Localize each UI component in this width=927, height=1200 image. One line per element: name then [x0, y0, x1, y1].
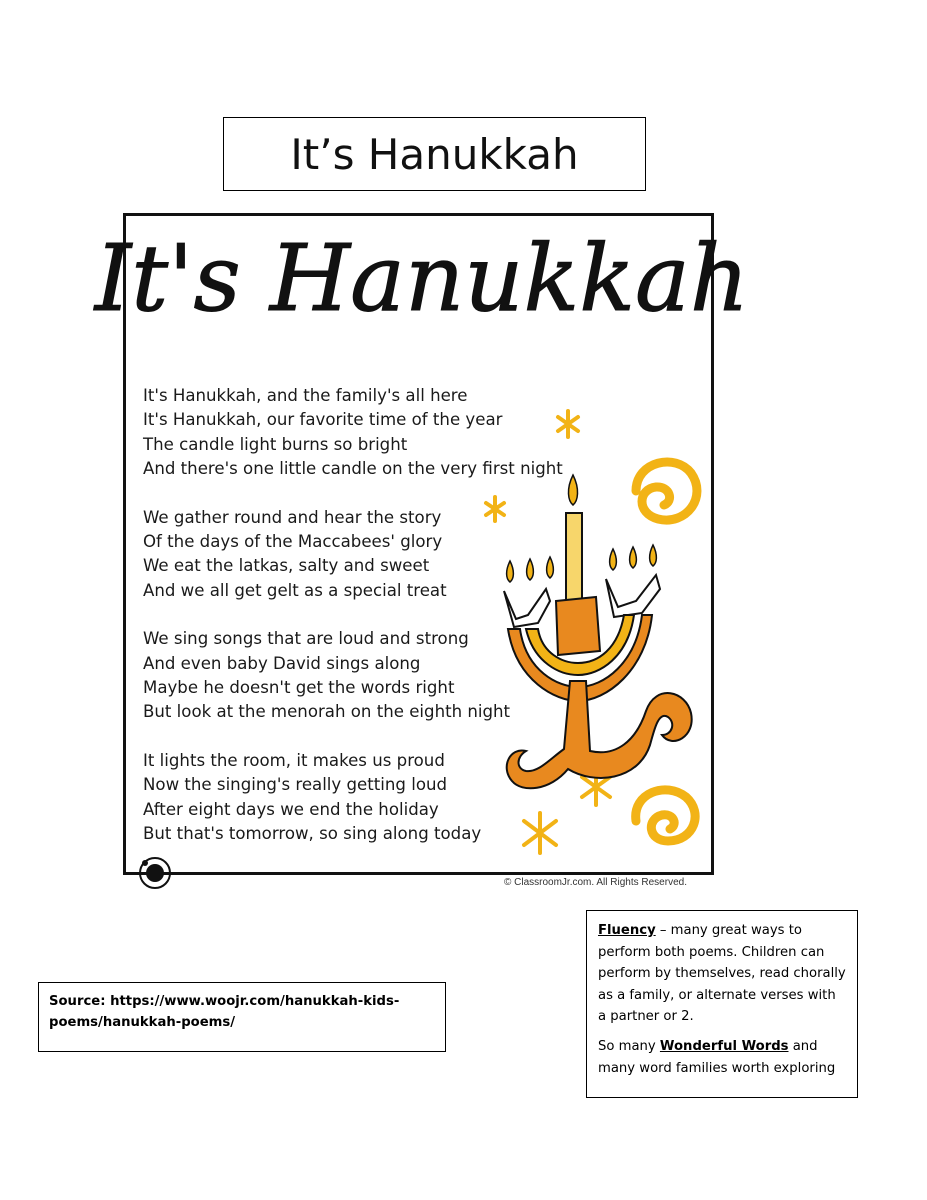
- copyright-notice: © ClassroomJr.com. All Rights Reserved.: [504, 877, 687, 888]
- star-icon: [486, 497, 504, 521]
- candle-holder-icon: [606, 575, 660, 617]
- menorah-illustration: [486, 401, 711, 876]
- candle-holder-icon: [504, 589, 550, 627]
- classroomjr-logo-icon: [138, 856, 172, 890]
- poem-card: [94, 213, 750, 875]
- poem-line: And we all get gelt as a special treat: [143, 580, 447, 600]
- poem-line: We eat the latkas, salty and sweet: [143, 556, 430, 576]
- poem-line: But look at the menorah on the eighth night: [143, 702, 511, 722]
- poem-line: After eight days we end the holiday: [143, 799, 439, 819]
- poem-line: Of the days of the Maccabees' glory: [143, 532, 443, 552]
- poem-line: It's Hanukkah, our favorite time of the year: [143, 410, 503, 430]
- swirl-icon: [636, 462, 697, 520]
- fluency-notes: [586, 910, 858, 1098]
- star-icon: [558, 411, 578, 437]
- fluency-paragraph: [598, 920, 846, 1028]
- poem-line: The candle light burns so bright: [143, 434, 408, 454]
- poem-line: Maybe he doesn't get the words right: [143, 678, 455, 698]
- page-title: It’s Hanukkah: [223, 117, 646, 191]
- wonderful-words-paragraph: So many Wonderful Words and many word families worth exploring: [598, 1038, 836, 1076]
- swirl-icon: [636, 790, 695, 841]
- source-text: Source: https://www.woojr.com/hanukkah-kids-poems/hanukkah-poems/: [49, 994, 400, 1030]
- fluency-body: – many great ways to perform both poems. Children can perform by themselves, read chorally as a family, or alternate verses with a partner or 2.: [598, 923, 846, 1025]
- poem-line: And there's one little candle on the very first night: [143, 459, 563, 479]
- poem-line: It's Hanukkah, and the family's all here: [143, 386, 468, 405]
- poem-line: It lights the room, it makes us proud: [143, 750, 445, 770]
- poem-line: And even baby David sings along: [143, 653, 421, 673]
- svg-text:It's Hanukkah: It's Hanukkah: [94, 225, 750, 332]
- poem-line: Now the singing's really getting loud: [143, 775, 448, 795]
- candle-icon: [566, 513, 582, 601]
- fluency-heading: Fluency: [598, 923, 656, 938]
- menorah-body-icon: [507, 597, 692, 788]
- source-box: [38, 982, 446, 1052]
- script-title-lettering: [94, 218, 750, 338]
- poem-line: We gather round and hear the story: [143, 507, 442, 527]
- poem-line: But that's tomorrow, so sing along today: [143, 824, 482, 844]
- star-icon: [524, 813, 556, 853]
- wonderful-words-emphasis: Wonderful Words: [659, 1038, 789, 1054]
- poem-line: We sing songs that are loud and strong: [143, 629, 469, 649]
